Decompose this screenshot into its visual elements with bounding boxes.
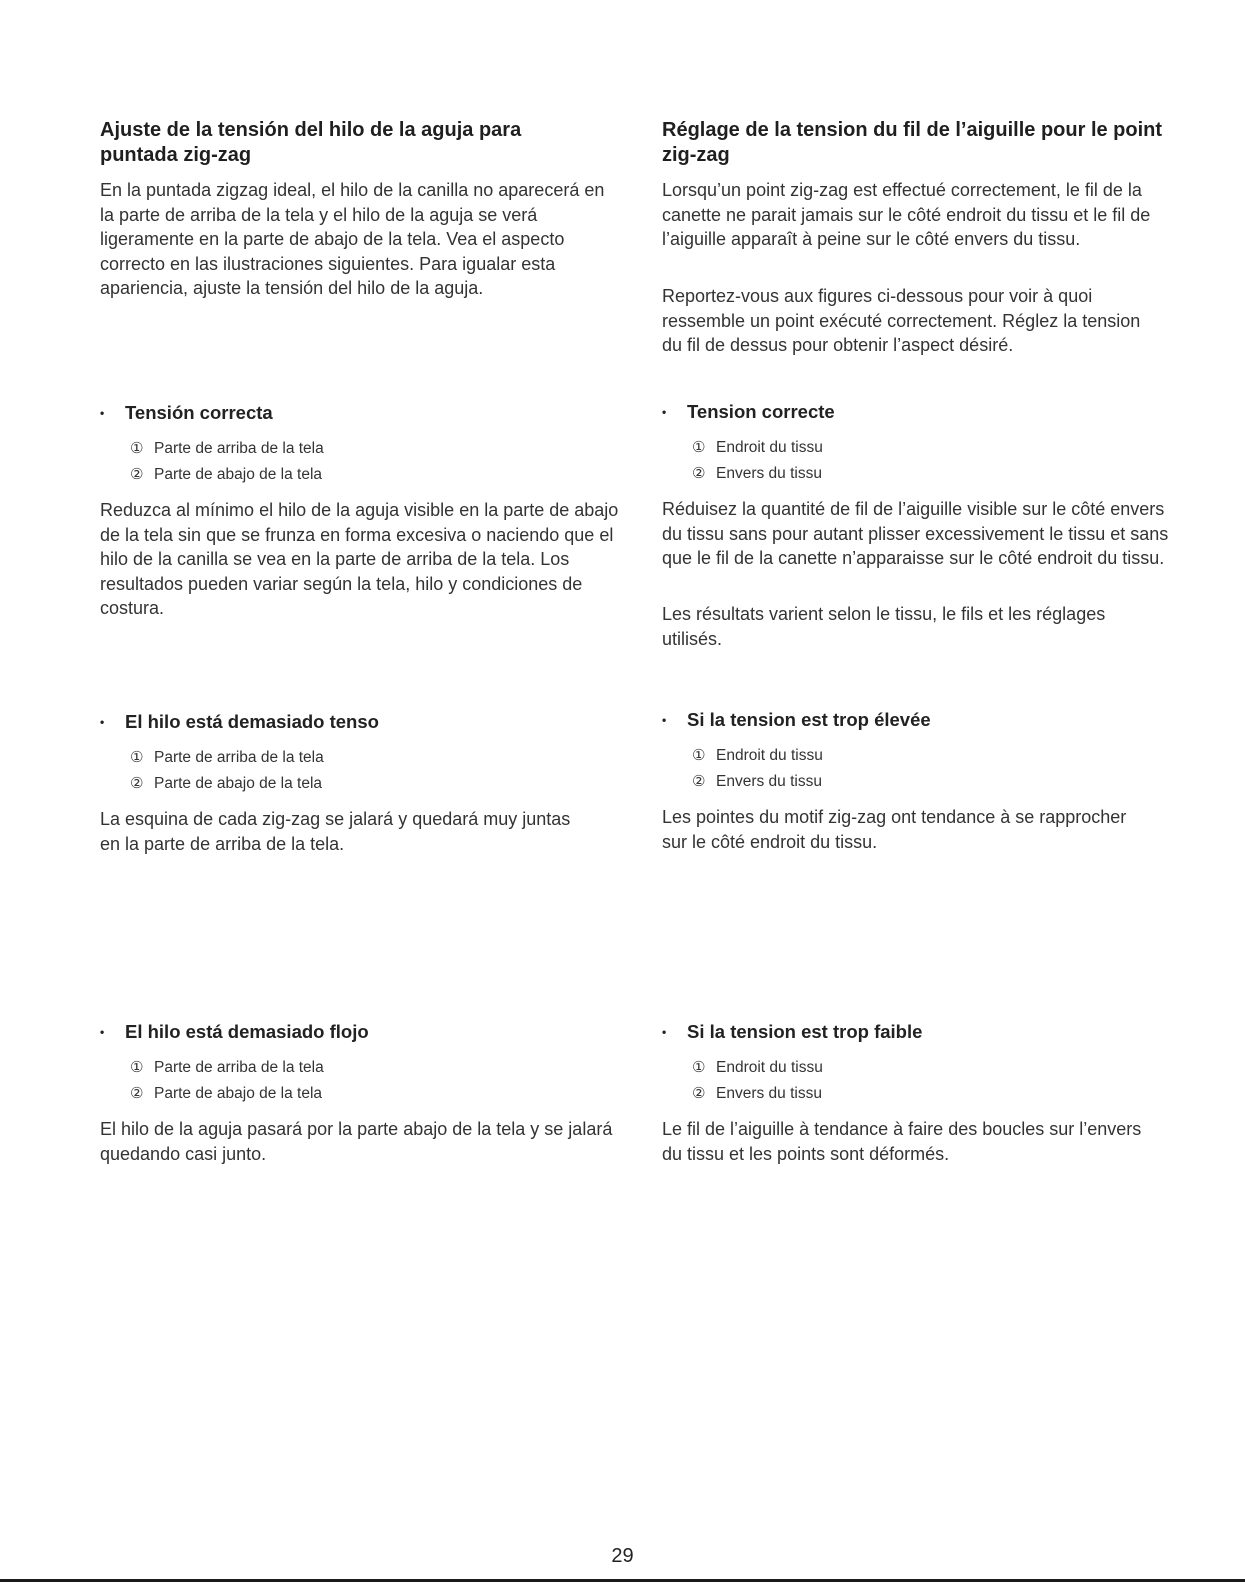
es-tight-heading: • El hilo está demasiado tenso (100, 711, 379, 732)
fr-loose-text: Le fil de l’aiguille à tendance à faire des boucles sur l’envers du tissu et les points sont déformés. (662, 1119, 1142, 1164)
bullet-icon: • (662, 405, 667, 419)
circled-number: ② (130, 775, 144, 792)
fr-intro-2: Reportez-vous aux figures ci-dessous pour voir à quoi ressemble un point exécuté correctement. Réglez la tension du fil de dessus pour obtenir l’aspect désiré. (662, 286, 1141, 355)
fr-loose-legend (662, 1055, 1162, 1107)
legend-item: ① Endroit du tissu (692, 435, 1162, 461)
fr-tight-legend (662, 743, 1162, 795)
fr-title: Réglage de la tension du fil de l’aiguille pour le point zig-zag (662, 119, 1163, 166)
circled-number: ② (130, 1085, 144, 1102)
es-tight-legend (100, 745, 600, 797)
legend-item: ② Parte de abajo de la tela (130, 462, 600, 488)
bullet-icon: • (100, 1025, 105, 1039)
fr-correct-text-1: Réduisez la quantité de fil de l’aiguille visible sur le côté envers du tissu sans pour autant plisser excessivement le tissu et sans que le fil de la canette n’apparaisse sur le côté endroit du tissu. (662, 499, 1169, 568)
fr-intro-1: Lorsqu’un point zig-zag est effectué correctement, le fil de la canette ne parait jamais sur le côté endroit du tissu et le fil de l’aiguille apparaît à peine sur le côté envers du tissu. (662, 180, 1151, 249)
bullet-icon: • (100, 715, 105, 729)
circled-number: ① (692, 747, 706, 764)
es-title: Ajuste de la tensión del hilo de la aguja para puntada zig-zag (100, 119, 522, 166)
es-correct-legend (100, 436, 600, 488)
fr-correct-text-2: Les résultats varient selon le tissu, le fils et les réglages utilisés. (662, 604, 1106, 649)
legend-item: ① Parte de arriba de la tela (130, 745, 600, 771)
circled-number: ① (130, 440, 144, 457)
legend-item: ① Endroit du tissu (692, 1055, 1162, 1081)
legend-item: ② Envers du tissu (692, 461, 1162, 487)
legend-item: ① Endroit du tissu (692, 743, 1162, 769)
es-loose-text: El hilo de la aguja pasará por la parte abajo de la tela y se jalará quedando casi junto. (100, 1119, 613, 1164)
circled-number: ② (692, 465, 706, 482)
es-correct-text: Reduzca al mínimo el hilo de la aguja visible en la parte de abajo de la tela sin que se frunza en forma excesiva o naciendo que el hilo de la canilla se vea en la parte de arriba de la tela. Los resultados pueden variar según la tela, hilo y condiciones de costura. (100, 500, 619, 618)
circled-number: ① (130, 1059, 144, 1076)
bullet-icon: • (662, 1025, 667, 1039)
legend-item: ① Parte de arriba de la tela (130, 436, 600, 462)
legend-item: ② Parte de abajo de la tela (130, 771, 600, 797)
es-tight-text: La esquina de cada zig-zag se jalará y quedará muy juntas en la parte de arriba de la tela. (100, 809, 571, 854)
legend-item: ② Envers du tissu (692, 769, 1162, 795)
legend-item: ① Parte de arriba de la tela (130, 1055, 600, 1081)
legend-item: ② Envers du tissu (692, 1081, 1162, 1107)
circled-number: ① (130, 749, 144, 766)
fr-loose-heading: • Si la tension est trop faible (662, 1021, 923, 1042)
es-intro: En la puntada zigzag ideal, el hilo de la canilla no aparecerá en la parte de arriba de la tela y el hilo de la aguja se verá ligeramente en la parte de abajo de la tela. Vea el aspecto correcto en las ilustraciones siguientes. Para igualar esta apariencia, ajuste la tensión del hilo de la aguja. (100, 180, 605, 298)
bullet-icon: • (100, 406, 105, 420)
es-loose-legend (100, 1055, 600, 1107)
circled-number: ② (130, 466, 144, 483)
fr-tight-text: Les pointes du motif zig-zag ont tendance à se rapprocher sur le côté endroit du tissu. (662, 807, 1127, 852)
circled-number: ① (692, 1059, 706, 1076)
es-correct-heading: • Tensión correcta (100, 402, 273, 423)
circled-number: ② (692, 773, 706, 790)
fr-correct-legend (662, 435, 1162, 487)
fr-tight-heading: • Si la tension est trop élevée (662, 709, 931, 730)
es-loose-heading: • El hilo está demasiado flojo (100, 1021, 369, 1042)
circled-number: ① (692, 439, 706, 456)
bullet-icon: • (662, 713, 667, 727)
circled-number: ② (692, 1085, 706, 1102)
fr-correct-heading: • Tension correcte (662, 401, 835, 422)
legend-item: ② Parte de abajo de la tela (130, 1081, 600, 1107)
page-number: 29 (611, 1545, 634, 1567)
page-bottom-rule (0, 1579, 1245, 1582)
